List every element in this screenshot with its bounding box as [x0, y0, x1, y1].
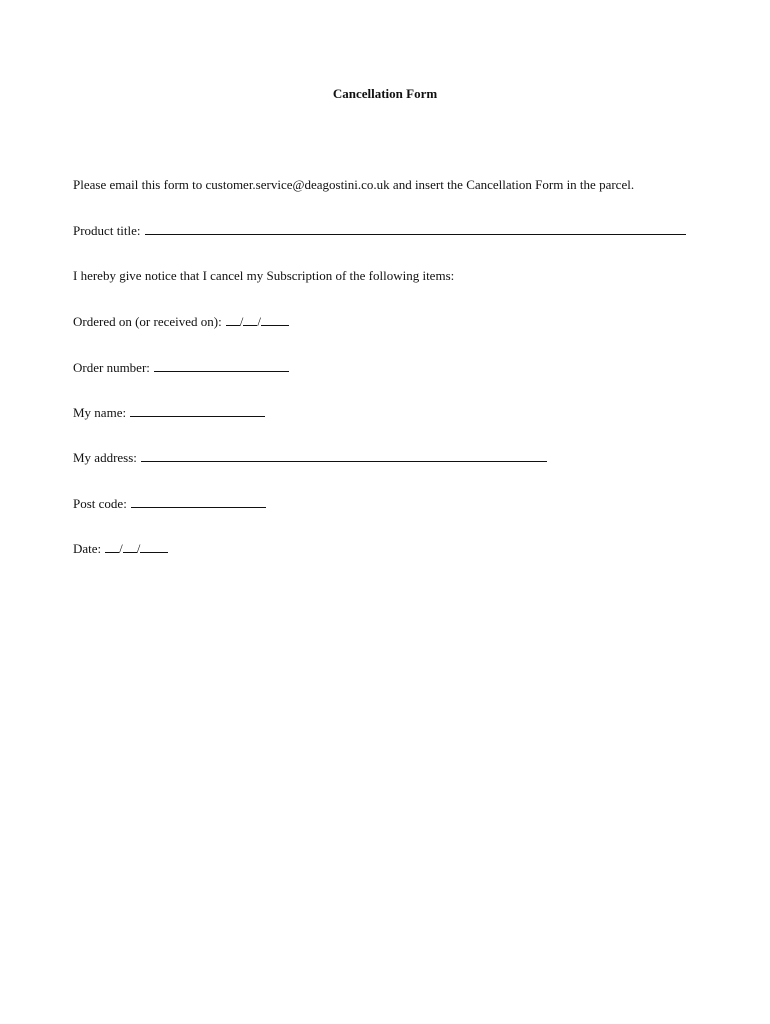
- product-title-label: Product title:: [73, 223, 141, 238]
- post-code-label: Post code:: [73, 496, 127, 511]
- ordered-on-year-blank[interactable]: [261, 313, 289, 326]
- date-row: [73, 540, 168, 557]
- product-title-row: [73, 222, 686, 239]
- ordered-on-month-blank[interactable]: [243, 313, 257, 326]
- intro-text: Please email this form to customer.service@deagostini.co.uk and insert the Cancellation Form in the parcel.: [73, 177, 635, 192]
- date-label: Date:: [73, 541, 102, 556]
- post-code-row: [73, 495, 266, 512]
- date-year-blank[interactable]: [140, 540, 168, 553]
- product-title-field[interactable]: [145, 222, 686, 235]
- my-address-label: My address:: [73, 450, 137, 465]
- order-number-label: Order number:: [73, 360, 150, 375]
- date-separator: /: [257, 314, 261, 329]
- date-separator: /: [136, 541, 141, 556]
- cancel-notice-text: I hereby give notice that I cancel my Subscription of the following items:: [73, 268, 455, 283]
- date-separator: /: [119, 541, 123, 556]
- my-address-row: [73, 449, 547, 466]
- date-day-blank[interactable]: [105, 540, 119, 553]
- post-code-field[interactable]: [131, 495, 266, 508]
- date-separator: /: [239, 314, 244, 329]
- my-address-field[interactable]: [141, 449, 547, 462]
- my-name-field[interactable]: [130, 404, 265, 417]
- ordered-on-row: [73, 313, 289, 330]
- ordered-on-date-field[interactable]: [226, 313, 289, 330]
- my-name-row: [73, 404, 265, 421]
- order-number-field[interactable]: [154, 359, 289, 372]
- order-number-row: [73, 359, 289, 376]
- my-name-label: My name:: [73, 405, 127, 420]
- date-month-blank[interactable]: [123, 540, 137, 553]
- ordered-on-label: Ordered on (or received on):: [73, 314, 222, 329]
- page-title: Cancellation Form: [332, 86, 438, 101]
- date-field[interactable]: [105, 540, 168, 557]
- ordered-on-day-blank[interactable]: [226, 313, 240, 326]
